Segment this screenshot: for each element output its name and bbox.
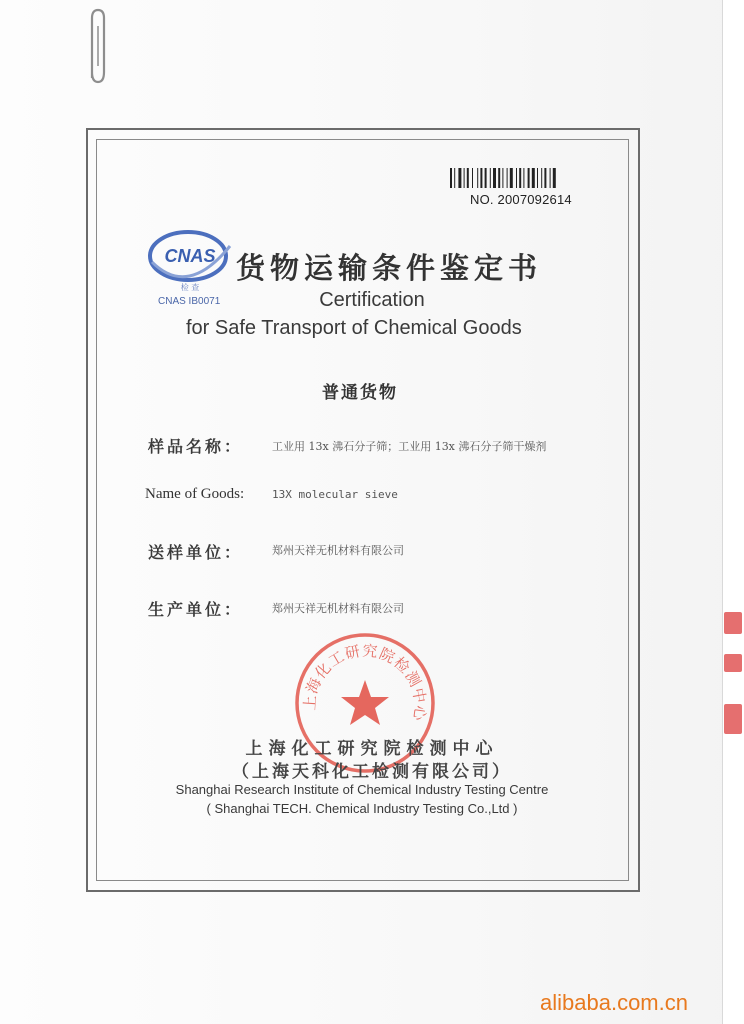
barcode-bar [490, 168, 491, 188]
barcode-icon [450, 168, 578, 190]
barcode-bar [537, 168, 538, 188]
issuer-name-zh: 上海化工研究院检测中心 [245, 739, 499, 759]
title-english-line2: for Safe Transport of Chemical Goods [186, 317, 522, 339]
goods-category: 普通货物 [322, 383, 398, 403]
seal-text: 上海化工研究院检测中心 [300, 641, 430, 723]
issuer-name-en: Shanghai Research Institute of Chemical Industry Testing Centre [175, 782, 549, 797]
barcode-bar [498, 168, 500, 188]
barcode-bar [454, 168, 455, 188]
barcode-bar [485, 168, 487, 188]
barcode-bar [532, 168, 535, 188]
barcode-bar [458, 168, 461, 188]
barcode-bar [516, 168, 517, 188]
barcode-bar [464, 168, 465, 188]
title-chinese: 货物运输条件鉴定书 [236, 251, 543, 285]
red-edge-mark [724, 612, 742, 634]
barcode-bar [553, 168, 556, 188]
red-edge-mark [724, 654, 742, 672]
barcode-bar [493, 168, 496, 188]
barcode-bar [528, 168, 530, 188]
watermark-text: alibaba.com.cn [540, 990, 688, 1015]
goods-name-label: Name of Goods: [145, 486, 245, 502]
submitting-unit-value: 郑州天祥无机材料有限公司 [272, 544, 404, 557]
barcode-bar [523, 168, 524, 188]
manufacturer-label: 生产单位： [148, 600, 244, 619]
sample-name-label: 样品名称： [148, 437, 244, 456]
cnas-logo-text: CNAS [164, 246, 216, 266]
barcode-bar [541, 168, 542, 188]
certificate-number: NO. 2007092614 [470, 192, 572, 207]
issuer-name-zh-alt: （上海天科化工检测有限公司） [232, 762, 512, 782]
barcode-bar [477, 168, 478, 188]
barcode-bar [510, 168, 513, 188]
barcode-bar [472, 168, 473, 188]
cnas-logo-icon [146, 228, 238, 298]
barcode-bar [467, 168, 469, 188]
paperclip-icon [84, 6, 112, 88]
barcode-bar [480, 168, 482, 188]
barcode-bar [550, 168, 551, 188]
barcode-bar [519, 168, 521, 188]
barcode-bar [502, 168, 503, 188]
title-english-line1 [0, 289, 744, 312]
issuer-name-en-alt: ( Shanghai TECH. Chemical Industry Testing Co.,Ltd ) [206, 801, 518, 816]
goods-name-value: 13X molecular sieve [272, 488, 398, 501]
title-english-line1-text: Certification [319, 289, 425, 311]
red-edge-mark [724, 704, 742, 734]
cnas-accreditation-code: CNAS IB0071 [158, 296, 221, 307]
submitting-unit-label: 送样单位： [148, 543, 244, 562]
manufacturer-value: 郑州天祥无机材料有限公司 [272, 602, 404, 615]
cnas-logo-subtext: 检 查 [180, 283, 200, 292]
sample-name-value: 工业用 13x 沸石分子筛；工业用 13x 沸石分子筛干燥剂 [272, 440, 547, 453]
barcode-bar [507, 168, 508, 188]
page-edge-strip [722, 0, 744, 1024]
barcode-bar [544, 168, 546, 188]
barcode-bar [450, 168, 452, 188]
